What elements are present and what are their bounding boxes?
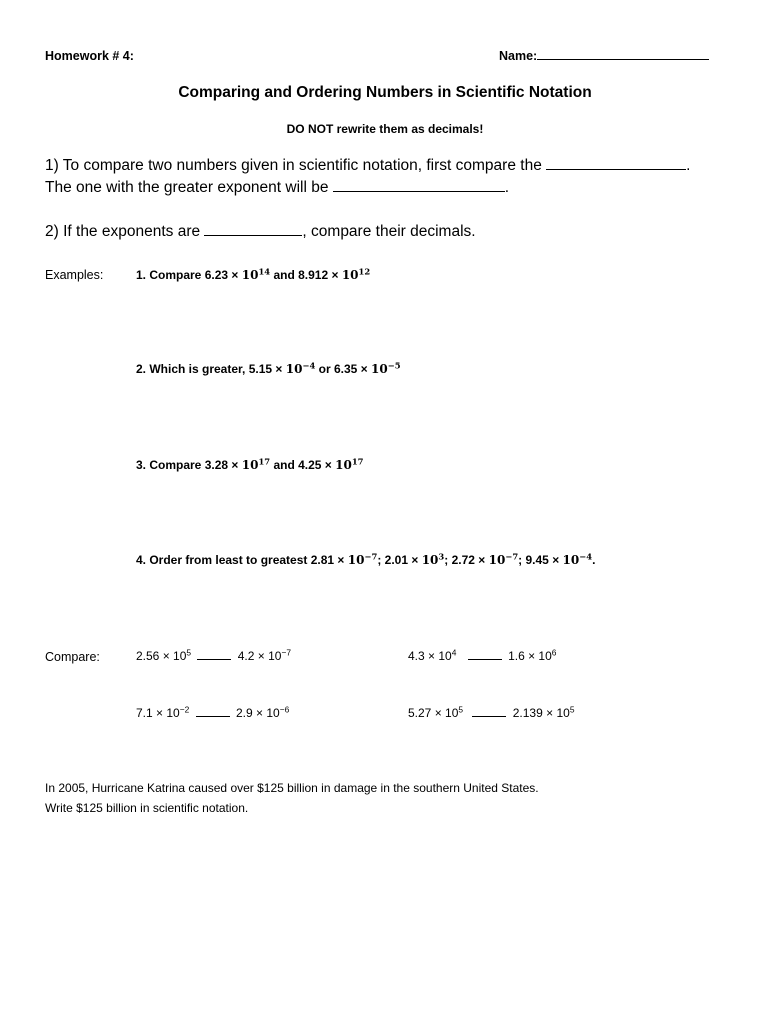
ex3-base1: 10: [241, 458, 259, 472]
compare-4-right-exp: 5: [569, 704, 575, 715]
ex4-base4: 10: [562, 553, 580, 567]
ex4-exp3: −7: [505, 551, 519, 562]
ex4-exp1: −7: [364, 551, 378, 562]
compare-1-left-exp: 5: [186, 647, 192, 658]
rule-1-text-a: 1) To compare two numbers given in scientific notation, first compare the: [45, 157, 542, 174]
ex3-mid: and 4.25 ×: [273, 458, 332, 472]
example-2: [136, 362, 401, 376]
name-label: [499, 49, 709, 63]
rule-1-text-b: The one with the greater exponent will be: [45, 179, 329, 196]
compare-2-left: 4.3 × 10: [408, 649, 452, 663]
rule-1-line-2: [45, 179, 509, 197]
ex4-exp4: −4: [579, 551, 593, 562]
word-problem: [45, 778, 539, 818]
compare-3-right: 2.9 × 10: [235, 706, 280, 720]
compare-3-left-exp: −2: [179, 704, 190, 715]
ex1-prefix: 1. Compare 6.23 ×: [136, 268, 239, 282]
compare-1-right-exp: −7: [281, 647, 292, 658]
ex3-exp1: 17: [258, 456, 271, 467]
rule-1-period-a: .: [686, 157, 691, 174]
ex3-exp2: 17: [351, 456, 364, 467]
compare-4-left: 5.27 × 10: [408, 706, 459, 720]
ex2-exp2: −5: [387, 360, 401, 371]
example-4: [136, 553, 595, 567]
word-problem-line-2: Write $125 billion in scientific notation.: [45, 801, 249, 815]
rule-2-text-b: , compare their decimals.: [302, 223, 476, 240]
rule-1-line-1: [45, 157, 690, 175]
ex4-t3: ; 2.72 ×: [444, 553, 486, 567]
word-problem-line-1: In 2005, Hurricane Katrina caused over $125 billion in damage in the southern United States.: [45, 781, 539, 795]
ex1-exp1: 14: [258, 266, 271, 277]
examples-label: Examples:: [45, 268, 104, 282]
rule-1-blank-b[interactable]: [333, 190, 505, 192]
rule-2-text-a: 2) If the exponents are: [45, 223, 201, 240]
name-label-text: Name:: [499, 49, 538, 63]
name-blank[interactable]: [537, 58, 709, 60]
compare-4-right: 2.139 × 10: [512, 706, 570, 720]
compare-2-left-exp: 4: [451, 647, 457, 658]
compare-3-blank[interactable]: [196, 715, 230, 717]
page-title: Comparing and Ordering Numbers in Scientific Notation: [178, 84, 592, 101]
compare-3-right-exp: −6: [279, 704, 290, 715]
ex4-t4: ; 9.45 ×: [518, 553, 560, 567]
compare-3-left: 7.1 × 10: [136, 706, 180, 720]
page-subtitle: DO NOT rewrite them as decimals!: [286, 122, 484, 136]
ex4-prefix: 4. Order from least to greatest 2.81 ×: [136, 553, 345, 567]
compare-item-4: [408, 706, 574, 720]
homework-number-label: Homework # 4:: [45, 49, 134, 63]
compare-label: Compare:: [45, 650, 100, 664]
compare-1-right: 4.2 × 10: [237, 649, 282, 663]
ex3-prefix: 3. Compare 3.28 ×: [136, 458, 239, 472]
ex2-prefix: 2. Which is greater, 5.15 ×: [136, 362, 283, 376]
rule-1-period-b: .: [504, 179, 510, 196]
compare-2-right-exp: 6: [551, 647, 557, 658]
ex4-exp2: 3: [438, 551, 445, 562]
ex2-mid: or 6.35 ×: [318, 362, 368, 376]
ex2-exp1: −4: [302, 360, 316, 371]
rule-2-blank[interactable]: [204, 234, 302, 236]
compare-2-blank[interactable]: [468, 658, 502, 660]
example-3: [136, 458, 364, 472]
ex4-base2: 10: [421, 553, 439, 567]
ex1-base2: 10: [341, 268, 359, 282]
compare-item-3: [136, 706, 289, 720]
ex4-t2: ; 2.01 ×: [377, 553, 419, 567]
compare-2-right: 1.6 × 10: [508, 649, 552, 663]
rule-1-blank-a[interactable]: [546, 168, 686, 170]
ex2-base2: 10: [371, 362, 388, 376]
ex4-base3: 10: [488, 553, 506, 567]
ex1-base1: 10: [241, 268, 259, 282]
ex1-exp2: 12: [358, 266, 371, 277]
compare-1-blank[interactable]: [197, 658, 231, 660]
ex3-base2: 10: [335, 458, 352, 472]
ex2-base1: 10: [285, 362, 303, 376]
compare-4-left-exp: 5: [458, 704, 464, 715]
ex4-base1: 10: [347, 553, 365, 567]
compare-item-1: [136, 649, 291, 663]
ex1-mid: and 8.912 ×: [273, 268, 339, 282]
ex4-end: .: [592, 553, 596, 567]
compare-1-left: 2.56 × 10: [136, 649, 187, 663]
compare-item-2: [408, 649, 556, 663]
rule-2-line: [45, 223, 476, 241]
compare-4-blank[interactable]: [472, 715, 506, 717]
example-1: [136, 268, 370, 282]
